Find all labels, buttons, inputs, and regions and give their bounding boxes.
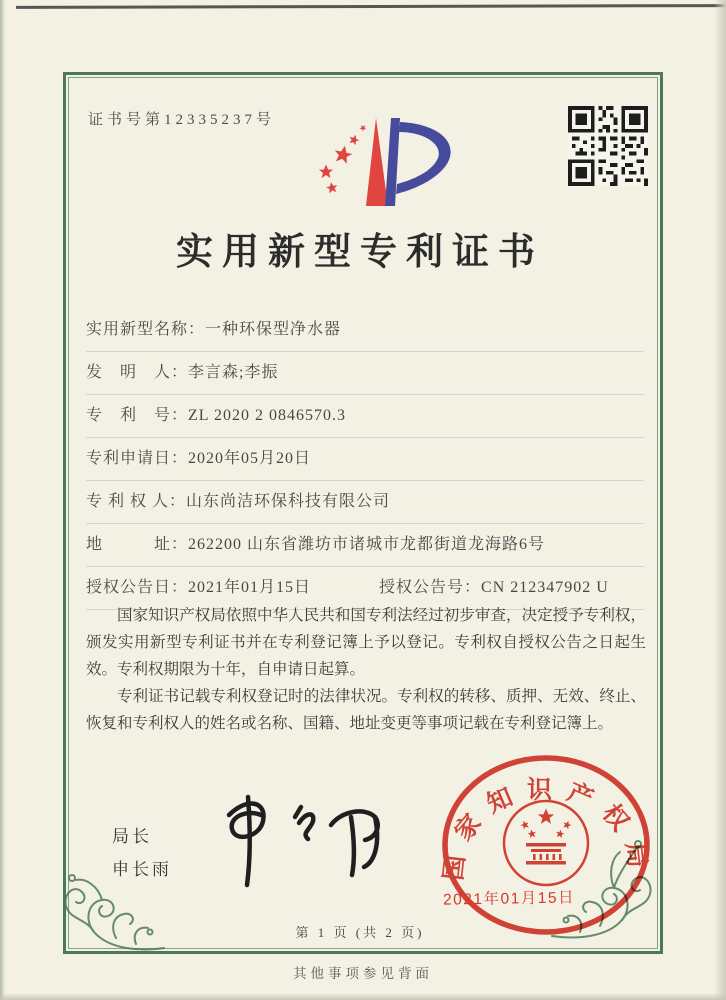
field-patentee <box>86 481 644 524</box>
field-value: 262200 山东省潍坊市诸城市龙都街道龙海路6号 <box>188 536 546 553</box>
field-value: 2020年05月20日 <box>188 450 312 467</box>
field-label: 专 利 号： <box>86 407 189 424</box>
scan-edge-artifact <box>16 4 726 9</box>
seal-agency-text: 国家知识产权局 <box>440 777 652 882</box>
scan-edge-artifact <box>714 0 726 1000</box>
scan-edge-artifact <box>0 0 5 1000</box>
cnipa-logo-icon <box>296 110 466 216</box>
legal-paragraph: 国家知识产权局依照中华人民共和国专利法经过初步审查，决定授予专利权，颁发实用新型专利证书并在专利登记簿上予以登记。专利权自授权公告之日起生效。专利权期限为十年，自申请日起算。 <box>86 607 646 678</box>
svg-text:国家知识产权局 <box>439 776 652 882</box>
signer-name: 申长雨 <box>112 860 172 879</box>
field-label: 授权公告号： <box>379 579 482 596</box>
field-value: ZL 2020 2 0846570.3 <box>188 407 346 424</box>
field-label: 专 利 权 人： <box>86 493 187 510</box>
field-label: 授权公告日： <box>86 579 189 596</box>
field-value: 山东尚洁环保科技有限公司 <box>186 493 391 510</box>
qr-code-icon <box>568 106 648 186</box>
field-application-date <box>86 438 644 481</box>
page-number: 第 1 页 (共 2 页) <box>295 925 425 940</box>
field-patent-number <box>86 395 644 438</box>
certificate-title: 实用新型专利证书 <box>176 232 544 273</box>
scan-edge-artifact <box>0 993 726 1000</box>
field-value: 李言森;李振 <box>188 364 279 381</box>
handwritten-signature-icon <box>203 793 391 891</box>
legal-body-text <box>86 602 646 737</box>
field-label: 实用新型名称： <box>86 321 206 338</box>
field-label: 发 明 人： <box>86 364 189 381</box>
field-label: 地 址： <box>86 536 189 553</box>
official-seal-icon <box>430 746 662 944</box>
certificate-fields <box>86 309 644 610</box>
field-inventors <box>86 352 644 395</box>
grant-number: CN 212347902 U <box>481 579 609 596</box>
certificate-number: 证书号第12335237号 <box>88 112 276 128</box>
field-value: 一种环保型净水器 <box>205 321 342 338</box>
seal-date: 2021年01月15日 <box>442 889 576 909</box>
field-address <box>86 524 644 567</box>
field-label: 专利申请日： <box>86 450 189 467</box>
field-utility-model-name <box>86 309 644 352</box>
footer-note: 其他事项参见背面 <box>293 966 433 981</box>
signer-title: 局长 <box>112 827 152 846</box>
grant-date: 2021年01月15日 <box>188 579 312 596</box>
signer-block <box>112 820 172 886</box>
legal-paragraph: 专利证书记载专利权登记时的法律状况。专利权的转移、质押、无效、终止、恢复和专利权人的姓名或名称、国籍、地址变更等事项记载在专利登记簿上。 <box>86 688 646 732</box>
